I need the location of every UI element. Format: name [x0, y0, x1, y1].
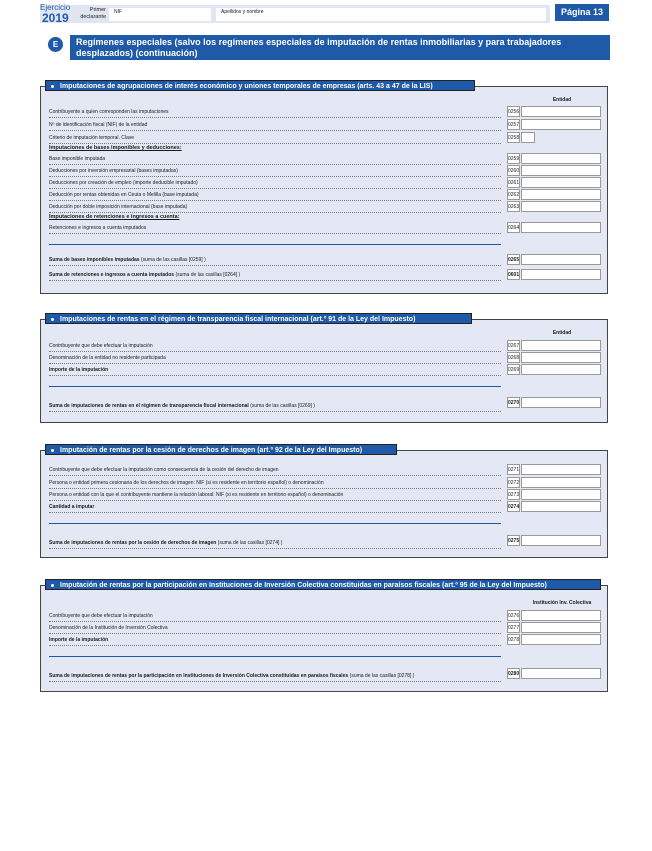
- code-0278: 0278: [507, 634, 520, 645]
- block1-row-0260: Deducciones por inversión empresarial (bases imputadas): [49, 166, 501, 177]
- block3-separator: [49, 523, 501, 524]
- code-0601: 0601: [507, 269, 520, 280]
- section-letter: E: [48, 37, 63, 52]
- field-0278[interactable]: [521, 634, 601, 645]
- block1-subheading-retenciones: Imputaciones de retenciones e ingresos a cuenta:: [49, 214, 180, 220]
- code-0261: 0261: [507, 177, 520, 188]
- code-0275: 0275: [507, 535, 520, 546]
- field-0277[interactable]: [521, 622, 601, 633]
- block3-frame: [40, 450, 608, 558]
- code-0257: 0257: [507, 119, 520, 130]
- block4-row-0276: Contribuyente que debe efectuar la imputación: [49, 611, 501, 622]
- code-0260: 0260: [507, 165, 520, 176]
- nif-field[interactable]: [109, 8, 211, 21]
- field-0256[interactable]: [521, 106, 601, 117]
- field-0271[interactable]: [521, 464, 601, 475]
- block4-row-0277: Denominación de la Institución de Inversión Colectiva: [49, 623, 501, 634]
- code-0258: 0258: [507, 132, 520, 143]
- block2-row-0268: Denominación de la entidad no residente participada: [49, 353, 501, 364]
- block1-row-0264: Retenciones e ingresos a cuenta imputados: [49, 223, 501, 234]
- block1-row-0261: Deducciones por creación de empleo (importe deducible imputado): [49, 178, 501, 189]
- code-0272: 0272: [507, 477, 520, 488]
- block4-title: Imputación de rentas por la participación en Instituciones de Inversión Colectiva constituidas en paraísos fiscales (art.º 95 de la Ley del Impuesto): [45, 579, 601, 590]
- code-0259: 0259: [507, 153, 520, 164]
- field-0257[interactable]: [521, 119, 601, 130]
- field-0267[interactable]: [521, 340, 601, 351]
- field-0262[interactable]: [521, 189, 601, 200]
- bullet-icon: [51, 85, 54, 88]
- page-number: Página 13: [555, 4, 609, 21]
- field-0269[interactable]: [521, 364, 601, 375]
- block3-row-0271: Contribuyente que debe efectuar la imputación como consecuencia de la cesión del derecho de imagen: [49, 465, 501, 476]
- field-0260[interactable]: [521, 165, 601, 176]
- field-0270[interactable]: [521, 397, 601, 408]
- block3-title: Imputación de rentas por la cesión de derechos de imagen (art.º 92 de la Ley del Impuesto): [45, 444, 397, 455]
- code-0256: 0256: [507, 106, 520, 117]
- nif-label: NIF: [114, 9, 123, 15]
- ejercicio-year: 2019: [42, 11, 69, 25]
- block1-row-0259: Base imponible imputada: [49, 154, 501, 165]
- block1-column-header: Entidad: [552, 97, 572, 103]
- block4-separator: [49, 656, 501, 657]
- field-0275[interactable]: [521, 535, 601, 546]
- code-0262: 0262: [507, 189, 520, 200]
- bullet-icon: [51, 449, 54, 452]
- block3-row-0274: Cantidad a imputar: [49, 502, 501, 513]
- field-0274[interactable]: [521, 501, 601, 512]
- field-0263[interactable]: [521, 201, 601, 212]
- block2-title: Imputaciones de rentas en el régimen de transparencia fiscal internacional (art.º 91 de la Ley del Impuesto): [45, 313, 472, 324]
- block1-subheading-bases: Imputaciones de bases imponibles y deducciones:: [49, 145, 182, 151]
- field-0258[interactable]: [521, 132, 535, 143]
- block4-row-0278: Importe de la imputación: [49, 635, 501, 646]
- field-0273[interactable]: [521, 489, 601, 500]
- block4-sum: Suma de imputaciones de rentas por la participación en Instituciones de Inversión Colectiva constituidas en paraísos fiscales (suma de las casillas [0278] ): [49, 671, 501, 682]
- apellidos-field[interactable]: [216, 8, 546, 21]
- field-0272[interactable]: [521, 477, 601, 488]
- block1-separator: [49, 244, 501, 245]
- block2-row-0269: Importe de la imputación: [49, 365, 501, 376]
- field-0265[interactable]: [521, 254, 601, 265]
- block3-row-0273: Persona o entidad con la que el contribuyente mantiene la relación laboral: NIF (si es residente en territorio español) o denominación: [49, 490, 501, 501]
- block2-row-0267: Contribuyente que debe efectuar la imputación: [49, 341, 501, 352]
- primer-declarante-label: Primer declarante: [80, 7, 106, 20]
- field-0280[interactable]: [521, 668, 601, 679]
- apellidos-label: Apellidos y nombre: [221, 9, 264, 15]
- bullet-icon: [51, 584, 54, 587]
- block3-row-0272: Persona o entidad primera cesionaria de los derechos de imagen: NIF (si es residente en territorio español) o denominación: [49, 478, 501, 489]
- block4-column-header: Institución Inv. Colectiva: [532, 600, 592, 606]
- field-0259[interactable]: [521, 153, 601, 164]
- code-0268: 0268: [507, 352, 520, 363]
- section-title: Regímenes especiales (salvo los regímenes especiales de imputación de rentas inmobiliarias y para trabajadores desplazados) (continuación): [70, 35, 610, 60]
- block1-row-0256: Contribuyente a quien corresponden las imputaciones: [49, 107, 501, 118]
- block2-frame: [40, 319, 608, 423]
- block1-row-0262: Deducción por rentas obtenidas en Ceuta o Melilla (base imputada): [49, 190, 501, 201]
- field-0268[interactable]: [521, 352, 601, 363]
- code-0271: 0271: [507, 464, 520, 475]
- code-0280: 0280: [507, 668, 520, 679]
- block4-frame: [40, 585, 608, 692]
- block2-separator: [49, 386, 501, 387]
- block1-title: Imputaciones de agrupaciones de interés económico y uniones temporales de empresas (arts. 43 a 47 de la LIS): [45, 80, 475, 91]
- code-0270: 0270: [507, 397, 520, 408]
- ejercicio-label: Ejercicio: [40, 3, 71, 12]
- code-0274: 0274: [507, 501, 520, 512]
- code-0267: 0267: [507, 340, 520, 351]
- code-0264: 0264: [507, 222, 520, 233]
- field-0276[interactable]: [521, 610, 601, 621]
- code-0263: 0263: [507, 201, 520, 212]
- field-0261[interactable]: [521, 177, 601, 188]
- block2-sum: Suma de imputaciones de rentas en el régimen de transparencia fiscal internacional (suma de las casillas [0269] ): [49, 401, 501, 412]
- block1-frame: [40, 86, 608, 294]
- block1-sum-retenciones: Suma de retenciones e ingresos a cuenta imputados (suma de las casillas [0264] ): [49, 270, 501, 281]
- block1-row-0257: Nº de identificación fiscal (NIF) de la entidad: [49, 120, 501, 131]
- code-0273: 0273: [507, 489, 520, 500]
- block1-sum-bases: Suma de bases imponibles imputadas (suma de las casillas [0259] ): [49, 255, 501, 266]
- block3-sum: Suma de imputaciones de rentas por la cesión de derechos de imagen (suma de las casillas [0274] ): [49, 538, 501, 549]
- code-0276: 0276: [507, 610, 520, 621]
- block1-row-0258: Criterio de imputación temporal. Clave: [49, 133, 501, 144]
- field-0601[interactable]: [521, 269, 601, 280]
- field-0264[interactable]: [521, 222, 601, 233]
- bullet-icon: [51, 318, 54, 321]
- block1-row-0263: Deducción por doble imposición internacional (base imputada): [49, 202, 501, 213]
- code-0277: 0277: [507, 622, 520, 633]
- code-0265: 0265: [507, 254, 520, 265]
- code-0269: 0269: [507, 364, 520, 375]
- block2-column-header: Entidad: [552, 330, 572, 336]
